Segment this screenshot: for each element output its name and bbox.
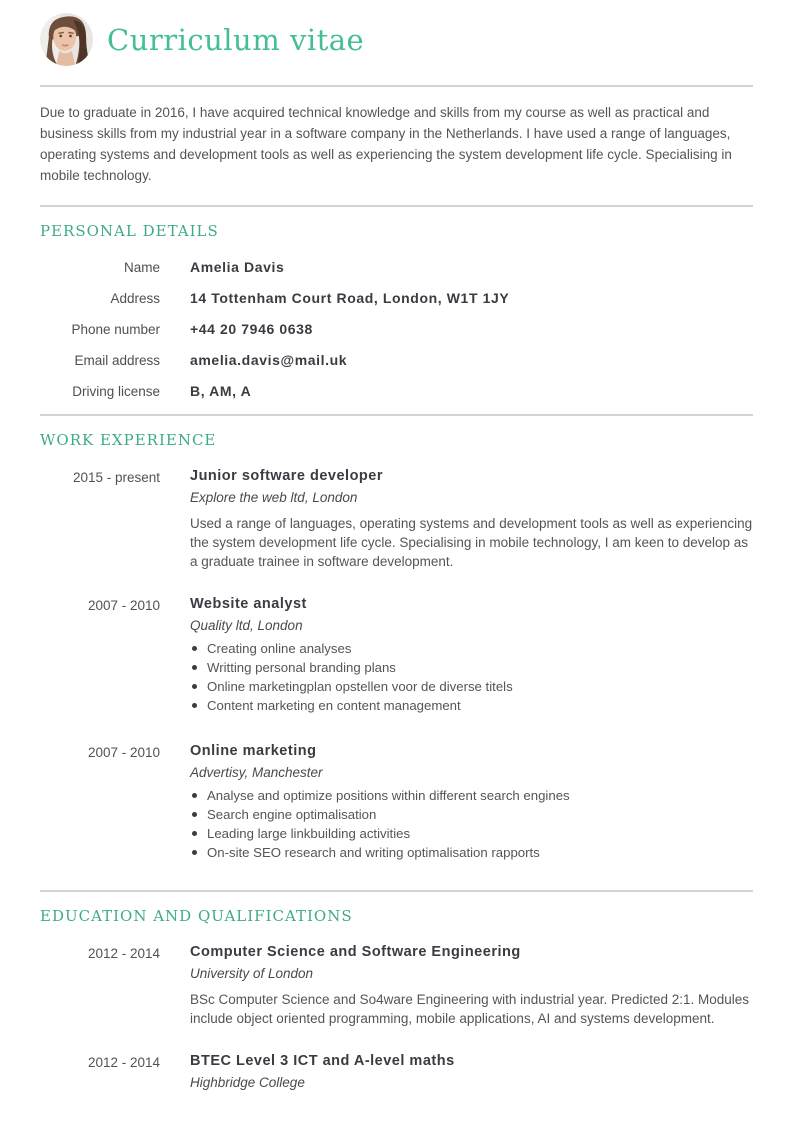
detail-label: Name bbox=[123, 260, 160, 275]
entry-bullet-list bbox=[190, 642, 753, 713]
section-divider bbox=[40, 85, 753, 87]
entry-bullet: Search engine optimalisation bbox=[190, 808, 753, 822]
detail-row bbox=[40, 321, 753, 337]
education-entries bbox=[40, 944, 753, 1099]
personal-details-section bbox=[40, 222, 753, 399]
entry-title: Junior software developer bbox=[190, 468, 383, 484]
work-experience-entries bbox=[40, 468, 753, 865]
detail-label: Driving license bbox=[72, 384, 160, 399]
detail-value: B, AM, A bbox=[190, 383, 252, 399]
profile-photo bbox=[40, 13, 93, 66]
detail-label: Phone number bbox=[71, 322, 160, 337]
cv-entry bbox=[40, 468, 753, 571]
cv-entry bbox=[40, 743, 753, 865]
entry-period: 2012 - 2014 bbox=[87, 946, 160, 961]
entry-title: Website analyst bbox=[190, 596, 307, 612]
personal-details-heading: PERSONAL DETAILS bbox=[40, 222, 219, 240]
entry-bullet: On-site SEO research and writing optimalisation rapports bbox=[190, 846, 753, 860]
cv-entry bbox=[40, 596, 753, 718]
personal-details-fields bbox=[40, 259, 753, 399]
section-divider bbox=[40, 205, 753, 207]
section-divider bbox=[40, 414, 753, 416]
detail-row bbox=[40, 352, 753, 368]
entry-description: BSc Computer Science and So4ware Engineering with industrial year. Predicted 2:1. Modules include object oriented programming, mobile applications, AI and systems development. bbox=[190, 992, 750, 1026]
intro-paragraph: Due to graduate in 2016, I have acquired technical knowledge and skills from my course as well as practical and business skills from my industrial year in a software company in the Netherlands. I have used a range of languages, operating systems and development tools as well as experiencing the system development life cycle. Specialising in mobile technology. bbox=[40, 105, 732, 183]
detail-row bbox=[40, 290, 753, 306]
detail-row bbox=[40, 383, 753, 399]
entry-bullet: Writting personal branding plans bbox=[190, 661, 753, 675]
entry-period: 2007 - 2010 bbox=[87, 745, 160, 760]
entry-period: 2007 - 2010 bbox=[87, 598, 160, 613]
entry-organization: University of London bbox=[190, 966, 314, 981]
detail-value: 14 Tottenham Court Road, London, W1T 1JY bbox=[190, 290, 510, 306]
entry-period: 2015 - present bbox=[72, 470, 160, 485]
cv-entry bbox=[40, 1053, 753, 1099]
entry-body bbox=[190, 468, 753, 571]
entry-bullet: Online marketingplan opstellen voor de diverse titels bbox=[190, 680, 753, 694]
cv-entry bbox=[40, 944, 753, 1028]
page-title: Curriculum vitae bbox=[107, 22, 365, 57]
detail-label: Email address bbox=[74, 353, 160, 368]
detail-value: Amelia Davis bbox=[190, 259, 285, 275]
entry-bullet: Creating online analyses bbox=[190, 642, 753, 656]
entry-description: Used a range of languages, operating systems and development tools as well as experiencing the system development life cycle. Specialising in mobile technology, I am keen to develop as a graduate trainee in software development. bbox=[190, 516, 753, 569]
section-divider bbox=[40, 890, 753, 892]
entry-bullet: Content marketing en content management bbox=[190, 699, 753, 713]
work-experience-heading: WORK EXPERIENCE bbox=[40, 431, 217, 449]
entry-title: BTEC Level 3 ICT and A-level maths bbox=[190, 1053, 455, 1069]
entry-body bbox=[190, 743, 753, 865]
detail-row bbox=[40, 259, 753, 275]
entry-organization: Explore the web ltd, London bbox=[190, 490, 358, 505]
entry-title: Computer Science and Software Engineering bbox=[190, 944, 521, 960]
entry-bullet: Analyse and optimize positions within different search engines bbox=[190, 789, 753, 803]
entry-body bbox=[190, 596, 753, 718]
entry-organization: Advertisy, Manchester bbox=[190, 765, 323, 780]
detail-label: Address bbox=[110, 291, 160, 306]
entry-bullet-list bbox=[190, 789, 753, 860]
woman-portrait-image bbox=[40, 13, 93, 66]
work-experience-section bbox=[40, 431, 753, 865]
entry-organization: Highbridge College bbox=[190, 1075, 305, 1090]
cv-header bbox=[40, 0, 753, 66]
entry-bullet: Leading large linkbuilding activities bbox=[190, 827, 753, 841]
education-section bbox=[40, 907, 753, 1099]
entry-organization: Quality ltd, London bbox=[190, 618, 303, 633]
entry-body bbox=[190, 944, 753, 1028]
entry-title: Online marketing bbox=[190, 743, 317, 759]
entry-body bbox=[190, 1053, 753, 1099]
entry-period: 2012 - 2014 bbox=[87, 1055, 160, 1070]
detail-value: +44 20 7946 0638 bbox=[190, 321, 313, 337]
detail-value: amelia.davis@mail.uk bbox=[190, 352, 348, 368]
education-heading: EDUCATION AND QUALIFICATIONS bbox=[40, 907, 353, 925]
